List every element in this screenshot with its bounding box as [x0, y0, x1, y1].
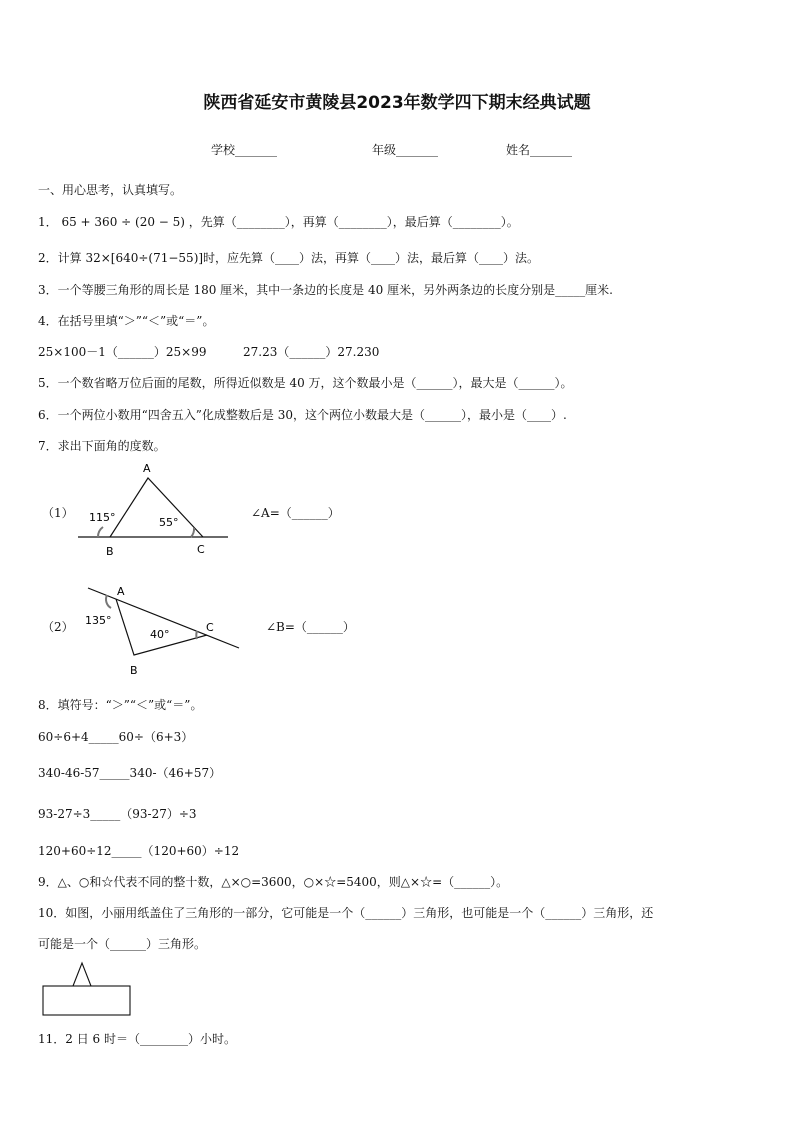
- question-6: 6．一个两位小数用“四舍五入”化成整数后是 30，这个两位小数最大是（______），最小是（____）.: [38, 408, 567, 422]
- question-3: 3．一个等腰三角形的周长是 180 厘米，其中一条边的长度是 40 厘米，另外两条边的长度分别是_____厘米.: [38, 283, 613, 297]
- page-title: 陕西省延安市黄陵县2023年数学四下期末经典试题: [203, 93, 591, 113]
- angle-c-label: 55°: [159, 516, 179, 529]
- vertex-a-label: A: [117, 585, 125, 598]
- figure-1-answer: ∠A=（______）: [251, 506, 340, 520]
- question-8a: 60÷6+4_____60÷（6+3）: [38, 730, 194, 744]
- vertex-c-label: C: [206, 621, 214, 634]
- grade-field: 年级_______: [372, 143, 439, 157]
- question-8c: 93-27÷3_____（93-27）÷3: [38, 807, 197, 821]
- question-4b: 27.23（______）27.230: [243, 345, 380, 359]
- triangle-figure-2: [80, 580, 245, 680]
- section-heading: 一、用心思考，认真填写。: [38, 183, 183, 197]
- question-10-line-2: 可能是一个（______）三角形。: [38, 937, 207, 951]
- math-expression: 65 + 360 ÷ (20 − 5): [61, 215, 185, 229]
- question-8d: 120+60÷12_____（120+60）÷12: [38, 844, 240, 858]
- figure-1-label: （1）: [42, 506, 74, 520]
- angle-b-label: 115°: [89, 511, 116, 524]
- name-field: 姓名_______: [506, 143, 573, 157]
- angle-c-label: 40°: [150, 628, 170, 641]
- school-field: 学校_______: [211, 143, 278, 157]
- question-2: 2．计算 32×[640÷(71−55)]时，应先算（____）法，再算（____）法，最后算（____）法。: [38, 251, 540, 265]
- question-number: 1．: [38, 215, 58, 229]
- figure-2-label: （2）: [42, 620, 74, 634]
- question-4: 4．在括号里填“＞”“＜”或“＝”。: [38, 314, 215, 328]
- question-1: [38, 214, 519, 230]
- question-text: ，先算（________），再算（________），最后算（________）。: [188, 215, 519, 229]
- triangle-figure-1: [70, 458, 240, 563]
- question-9: 9．△、○和☆代表不同的整十数，△×○=3600，○×☆=5400，则△×☆=（______）。: [38, 875, 509, 889]
- question-5: 5．一个数省略万位后面的尾数，所得近似数是 40 万，这个数最小是（______），最大是（______）。: [38, 376, 573, 390]
- covered-triangle-figure: [40, 958, 135, 1018]
- vertex-b-label: B: [130, 664, 138, 677]
- vertex-a-label: A: [143, 462, 151, 475]
- angle-a-label: 135°: [85, 614, 112, 627]
- figure-2-answer: ∠B=（______）: [266, 620, 355, 634]
- vertex-c-label: C: [197, 543, 205, 556]
- question-10-line-1: 10．如图，小丽用纸盖住了三角形的一部分，它可能是一个（______）三角形，也可能是一个（______）三角形，还: [38, 906, 654, 920]
- question-8b: 340-46-57_____340-（46+57）: [38, 766, 222, 780]
- question-8: 8．填符号：“＞”“＜”或“＝”。: [38, 698, 203, 712]
- question-4a: 25×100－1（______）25×99: [38, 345, 207, 359]
- question-7: 7．求出下面角的度数。: [38, 439, 166, 453]
- question-11: 11．2 日 6 时＝（________）小时。: [38, 1032, 236, 1046]
- vertex-b-label: B: [106, 545, 114, 558]
